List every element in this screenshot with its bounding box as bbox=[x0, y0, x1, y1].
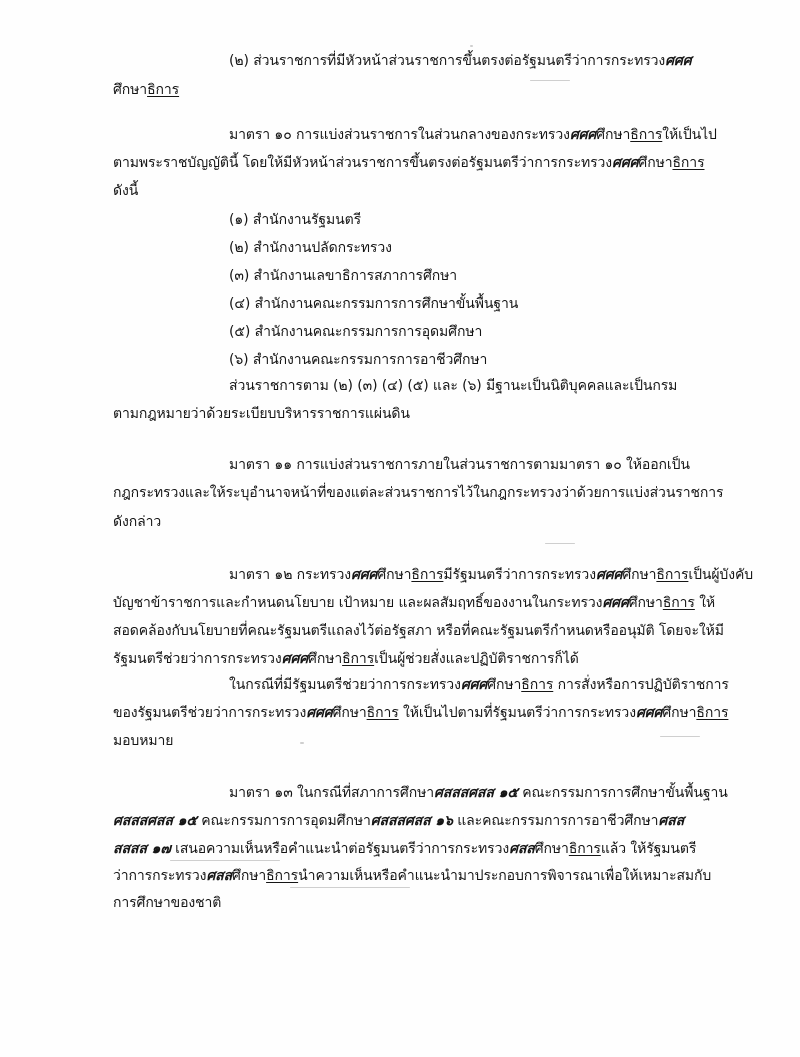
section-13-line-3: สสสส ๑๗ เสนอความเห็นหรือคำแนะนำต่อรัฐมนตรีว่าการกระทรวงศสสศึกษาธิการแล้ว ให้รัฐมนตรี bbox=[113, 841, 697, 857]
scan-speck bbox=[545, 543, 575, 544]
section-12-line-2: บัญชาข้าราชการและกำหนดนโยบาย เป้าหมาย และผลสัมฤทธิ์ของงานในกระทรวงศศศศึกษาธิการ ให้ bbox=[113, 595, 716, 611]
section-12-line-4: รัฐมนตรีช่วยว่าการกระทรวงศศศศึกษาธิการเป็นผู้ช่วยสั่งและปฏิบัติราชการก็ได้ bbox=[113, 651, 579, 667]
section-10-line-5: ตามกฎหมายว่าด้วยระเบียบบริหารราชการแผ่นดิน bbox=[113, 406, 410, 422]
section-10-line-3: ดังนี้ bbox=[113, 183, 139, 199]
scan-speck bbox=[300, 742, 304, 744]
section-12-line-1: มาตรา ๑๒ กระทรวงศศศศึกษาธิการมีรัฐมนตรีว่าการกระทรวงศศศศึกษาธิการเป็นผู้บังคับ bbox=[229, 567, 754, 583]
section-11-line-2: กฎกระทรวงและให้ระบุอำนาจหน้าที่ของแต่ละส่วนราชการไว้ในกฎกระทรวงว่าด้วยการแบ่งส่วนราชการ bbox=[113, 485, 724, 501]
section-12-line-3: สอดคล้องกับนโยบายที่คณะรัฐมนตรีแถลงไว้ต่อรัฐสภา หรือที่คณะรัฐมนตรีกำหนดหรืออนุมัติ โดยจะให้มี bbox=[113, 623, 724, 639]
scan-speck bbox=[170, 860, 280, 861]
section-10-line-1: มาตรา ๑๐ การแบ่งส่วนราชการในส่วนกลางของกระทรวงศศศศึกษาธิการให้เป็นไป bbox=[229, 127, 717, 143]
section-10-item-3: (๓) สำนักงานเลขาธิการสภาการศึกษา bbox=[229, 268, 458, 284]
section-10-line-2: ตามพระราชบัญญัตินี้ โดยให้มีหัวหน้าส่วนราชการขึ้นตรงต่อรัฐมนตรีว่าการกระทรวงศศศศึกษาธิการ bbox=[113, 155, 705, 171]
scan-speck bbox=[530, 80, 570, 81]
section-12-line-5: ในกรณีที่มีรัฐมนตรีช่วยว่าการกระทรวงศศศศึกษาธิการ การสั่งหรือการปฏิบัติราชการ bbox=[229, 677, 729, 693]
section-10-item-5: (๕) สำนักงานคณะกรรมการการอุดมศึกษา bbox=[229, 324, 483, 340]
section-10-item-6: (๖) สำนักงานคณะกรรมการการอาชีวศึกษา bbox=[229, 352, 488, 368]
section-11-line-3: ดังกล่าว bbox=[113, 514, 162, 530]
section-13-line-4: ว่าการกระทรวงศสสศึกษาธิการนำความเห็นหรือคำแนะนำมาประกอบการพิจารณาเพื่อให้เหมาะสมกับ bbox=[113, 868, 712, 884]
scan-speck bbox=[660, 736, 700, 737]
section-13-line-1: มาตรา ๑๓ ในกรณีที่สภาการศึกษาศสสสศสส ๑๕ คณะกรรมการการศึกษาขั้นพื้นฐาน bbox=[229, 785, 728, 801]
section-10-item-4: (๔) สำนักงานคณะกรรมการการศึกษาขั้นพื้นฐาน bbox=[229, 296, 519, 312]
scan-speck bbox=[290, 887, 410, 888]
section-13-line-5: การศึกษาของชาติ bbox=[113, 895, 222, 911]
section-12-line-7: มอบหมาย bbox=[113, 733, 174, 749]
section-12-line-6: ของรัฐมนตรีช่วยว่าการกระทรวงศศศศึกษาธิการ ให้เป็นไปตามที่รัฐมนตรีว่าการกระทรวงศศศศึกษาธิการ bbox=[113, 705, 729, 721]
scan-speck bbox=[470, 45, 473, 47]
section-10-line-4: ส่วนราชการตาม (๒) (๓) (๔) (๕) และ (๖) มีฐานะเป็นนิติบุคคลและเป็นกรม bbox=[229, 378, 678, 394]
section-11-line-1: มาตรา ๑๑ การแบ่งส่วนราชการภายในส่วนราชการตามมาตรา ๑๐ ให้ออกเป็น bbox=[229, 457, 690, 473]
clause-2-line-2: ศึกษาธิการ bbox=[113, 82, 180, 98]
section-10-item-1: (๑) สำนักงานรัฐมนตรี bbox=[229, 212, 362, 228]
section-13-line-2: ศสสสศสส ๑๕ คณะกรรมการการอุดมศึกษาศสสสศสส ๑๖ และคณะกรรมการการอาชีวศึกษาศสส bbox=[113, 813, 685, 829]
clause-2-line-1: (๒) ส่วนราชการที่มีหัวหน้าส่วนราชการขึ้นตรงต่อรัฐมนตรีว่าการกระทรวงศศศ bbox=[229, 53, 692, 69]
section-10-item-2: (๒) สำนักงานปลัดกระทรวง bbox=[229, 240, 392, 256]
